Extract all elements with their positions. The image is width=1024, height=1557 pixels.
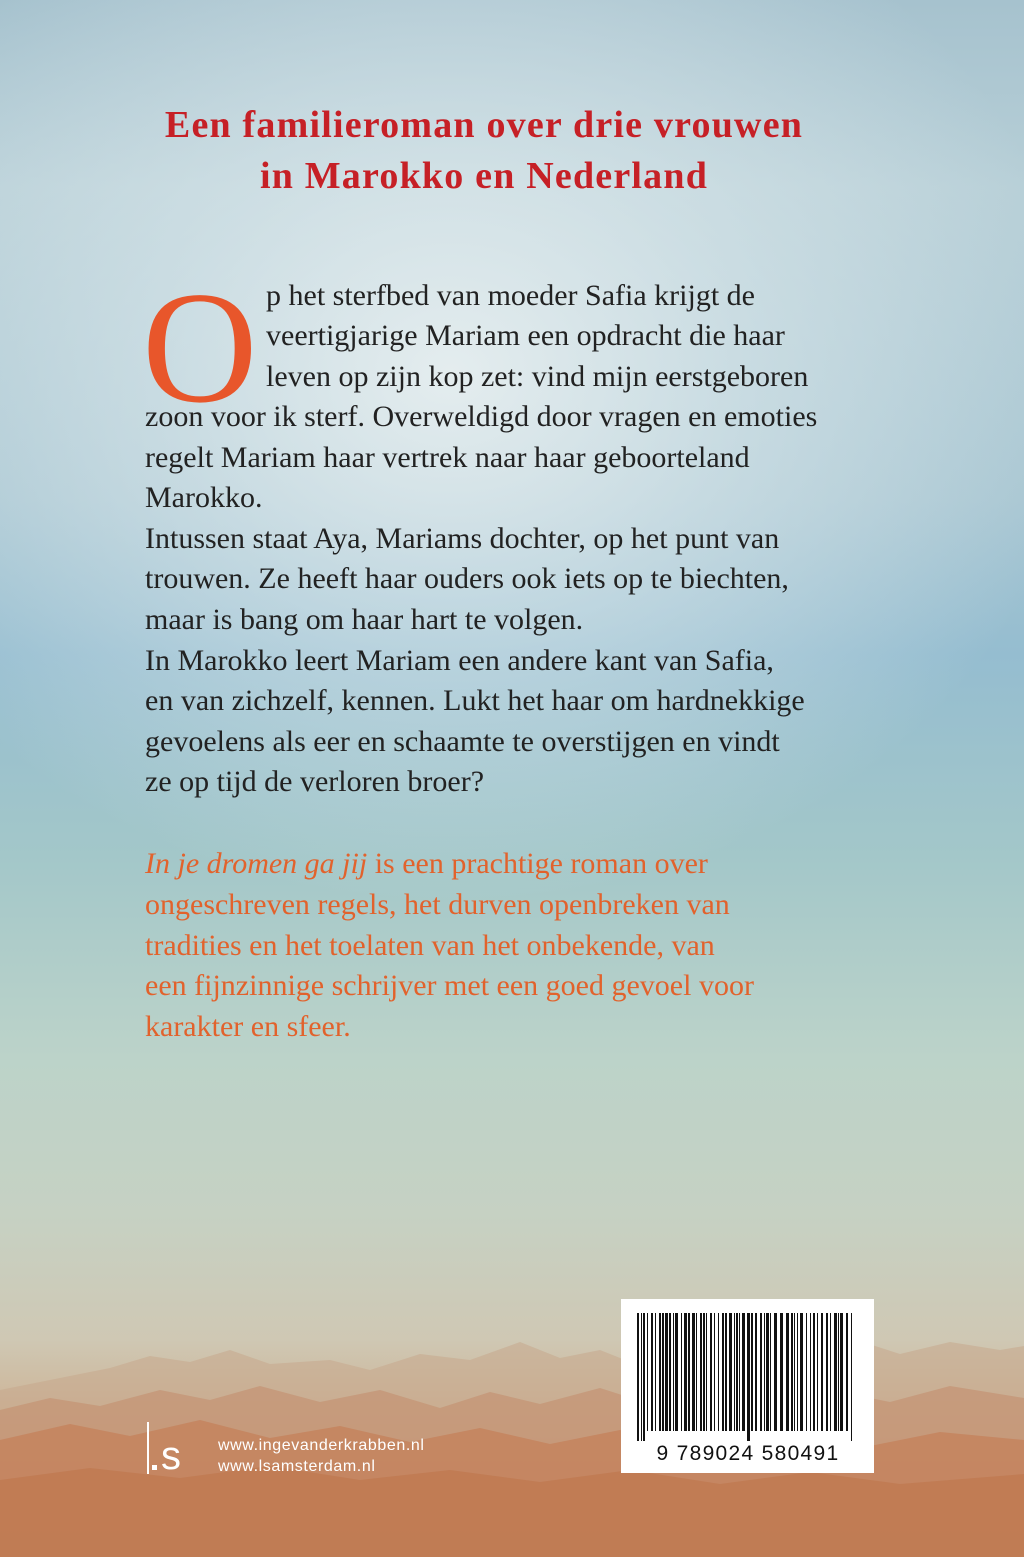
barcode-bar — [797, 1313, 798, 1431]
blurb-line: Intussen staat Aya, Mariams dochter, op het punt van — [145, 522, 780, 555]
barcode-bar — [692, 1313, 695, 1431]
isbn-number: 9 789024 580491 — [656, 1442, 840, 1465]
praise-line — [145, 846, 708, 882]
praise-line: ongeschreven regels, het durven openbreken van — [145, 888, 730, 921]
barcode-bar — [764, 1313, 765, 1431]
blurb-line: maar is bang om haar hart te volgen. — [145, 603, 584, 636]
barcode-bar — [641, 1313, 642, 1441]
book-title: In je dromen ga jij — [145, 847, 368, 880]
blurb-line: veertigjarige Mariam een opdracht die haar — [266, 319, 785, 352]
barcode-bar — [806, 1313, 807, 1431]
barcode-bar — [710, 1313, 712, 1431]
barcode-bar — [813, 1313, 815, 1431]
barcode-bar — [647, 1313, 648, 1431]
blurb-line: regelt Mariam haar vertrek naar haar geboorteland — [145, 441, 750, 474]
praise-line-rest: is een prachtige roman over — [367, 847, 708, 880]
barcode-bar — [794, 1313, 795, 1431]
tagline-line-1: Een familieroman over drie vrouwen — [164, 104, 804, 146]
barcode-bar — [665, 1313, 668, 1431]
barcode-bar — [739, 1313, 740, 1431]
author-website-link[interactable]: www.ingevanderkrabben.nl — [218, 1437, 425, 1454]
barcode-bar — [688, 1313, 690, 1431]
barcode-bar — [817, 1313, 818, 1431]
barcode-bar — [786, 1313, 789, 1431]
barcode-bar — [651, 1313, 653, 1431]
barcode-bar — [780, 1313, 783, 1431]
barcode-bar — [736, 1313, 738, 1431]
barcode-bar — [703, 1313, 705, 1431]
barcode-bar — [681, 1313, 682, 1431]
barcode-bar — [706, 1313, 707, 1431]
barcode-bar — [696, 1313, 697, 1431]
barcode-bar — [846, 1313, 848, 1431]
barcode-bar — [770, 1313, 771, 1431]
blurb-line: trouwen. Ze heeft haar ouders ook iets op te biechten, — [145, 562, 789, 595]
barcode-bar — [700, 1313, 702, 1431]
barcode-bar — [760, 1313, 762, 1431]
blurb-line: Marokko. — [145, 481, 263, 514]
barcode — [621, 1299, 874, 1473]
barcode-bar — [655, 1313, 656, 1431]
barcode-bar — [669, 1313, 671, 1431]
blurb-line: p het sterfbed van moeder Safia krijgt de — [266, 279, 755, 312]
barcode-bar — [714, 1313, 715, 1431]
barcode-bar — [830, 1313, 831, 1431]
barcode-bar — [840, 1313, 843, 1431]
barcode-bar — [838, 1313, 839, 1431]
barcode-bar — [791, 1313, 793, 1431]
barcode-bar — [751, 1313, 753, 1431]
barcode-bar — [834, 1313, 837, 1431]
barcode-bar — [722, 1313, 724, 1431]
tagline-line-2: in Marokko en Nederland — [259, 155, 709, 197]
barcode-bar — [742, 1313, 745, 1431]
blurb-line: zoon voor ik sterf. Overweldigd door vragen en emoties — [145, 400, 818, 433]
barcode-bar — [729, 1313, 732, 1431]
publisher-website-link[interactable]: www.lsamsterdam.nl — [218, 1458, 376, 1475]
barcode-bar — [643, 1313, 645, 1441]
blurb-line: en van zichzelf, kennen. Lukt het haar om hardnekkige — [145, 684, 805, 717]
blurb-line: ze op tijd de verloren broer? — [145, 765, 485, 798]
barcode-bar — [637, 1313, 639, 1441]
logo-bar — [147, 1422, 149, 1474]
barcode-bar — [734, 1313, 735, 1431]
barcode-bar — [800, 1313, 803, 1431]
barcode-bar — [826, 1313, 828, 1431]
publisher-logo — [147, 1422, 207, 1478]
drop-cap: O — [142, 258, 258, 436]
barcode-bar — [673, 1313, 674, 1431]
blurb-line: In Marokko leert Mariam een andere kant van Safia, — [145, 644, 774, 677]
barcode-bar — [718, 1313, 719, 1431]
barcode-bar — [810, 1313, 811, 1431]
barcode-bar — [774, 1313, 777, 1431]
praise-line: karakter en sfeer. — [145, 1010, 351, 1043]
barcode-bar — [675, 1313, 678, 1431]
barcode-bar — [766, 1313, 769, 1431]
logo-dot — [152, 1465, 157, 1470]
barcode-bar — [755, 1313, 757, 1431]
blurb-line: leven op zijn kop zet: vind mijn eerstgeboren — [266, 360, 809, 393]
praise-line: tradities en het toelaten van het onbekende, van — [145, 929, 715, 962]
barcode-bar — [851, 1313, 852, 1441]
barcode-bar — [659, 1313, 661, 1431]
barcode-bar — [662, 1313, 664, 1431]
barcode-bar — [747, 1313, 750, 1441]
praise-line: een fijnzinnige schrijver met een goed gevoel voor — [145, 969, 754, 1002]
blurb-line: gevoelens als eer en schaamte te overstijgen en vindt — [145, 725, 780, 758]
barcode-bars — [635, 1313, 860, 1443]
barcode-bar — [821, 1313, 823, 1431]
logo-letter: s — [161, 1434, 181, 1478]
barcode-bar — [725, 1313, 727, 1431]
barcode-bar — [684, 1313, 687, 1431]
